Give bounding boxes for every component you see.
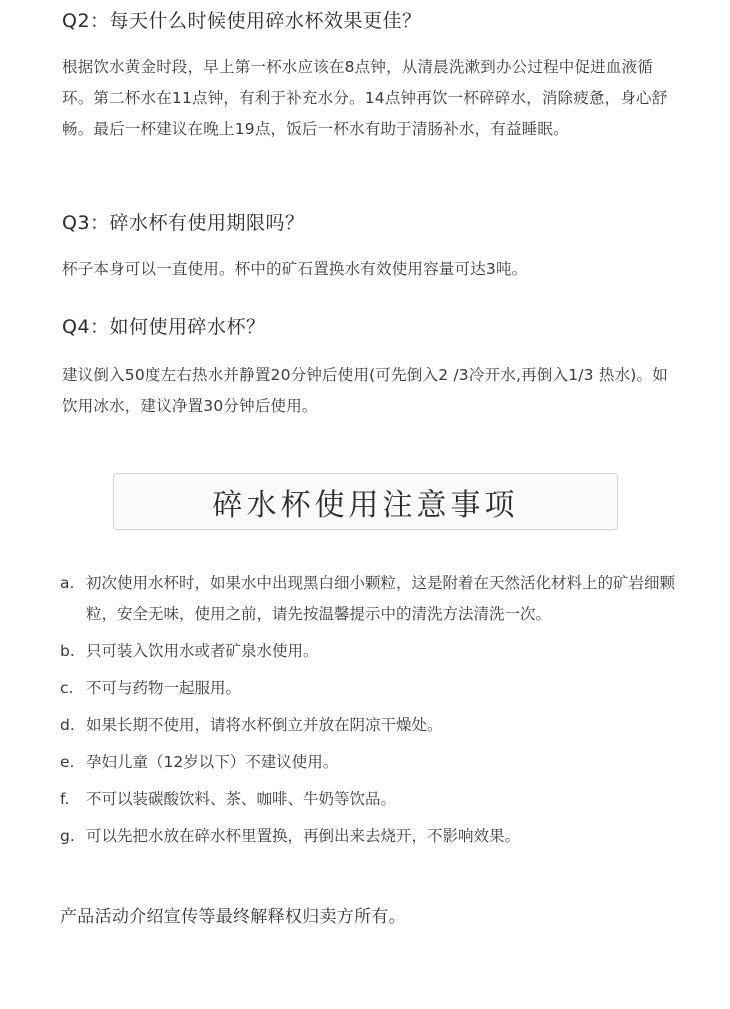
- item-text: 不可以装碳酸饮料、茶、咖啡、牛奶等饮品。: [86, 790, 397, 808]
- item-text: 如果长期不使用，请将水杯倒立并放在阴凉干燥处。: [86, 716, 443, 734]
- list-item: [60, 710, 690, 741]
- item-text: 只可装入饮用水或者矿泉水使用。: [86, 642, 319, 660]
- qa-block-q3: [62, 210, 682, 285]
- answer-text: 根据饮水黄金时段，早上第一杯水应该在8点钟，从清晨洗漱到办公过程中促进血液循环。第二杯水在11点钟，有利于补充水分。14点钟再饮一杯碎碎水，消除疲惫，身心舒畅。最后一杯建议在晚上19点，饭后一杯水有助于清肠补水，有益睡眠。: [62, 58, 668, 138]
- question-heading: Q2：每天什么时候使用碎水杯效果更佳？: [62, 10, 422, 32]
- item-letter: g.: [60, 827, 75, 845]
- item-letter: c.: [60, 679, 74, 697]
- list-item: [60, 784, 690, 815]
- qa-block-q4: [62, 314, 682, 422]
- item-letter: b.: [60, 642, 75, 660]
- list-item: [60, 821, 690, 852]
- item-letter: d.: [60, 716, 75, 734]
- qa-block-q2: [62, 8, 682, 145]
- question-heading: Q3：碎水杯有使用期限吗？: [62, 212, 305, 234]
- answer-text: 杯子本身可以一直使用。杯中的矿石置换水有效使用容量可达3吨。: [62, 260, 528, 278]
- item-text: 初次使用水杯时，如果水中出现黑白细小颗粒，这是附着在天然活化材料上的矿岩细颗粒，安全无味，使用之前，请先按温馨提示中的清洗方法清洗一次。: [86, 574, 676, 623]
- item-letter: f.: [60, 790, 70, 808]
- item-letter: e.: [60, 753, 75, 771]
- answer-text: 建议倒入50度左右热水并静置20分钟后使用(可先倒入2 /3冷开水,再倒入1/3 热水)。如饮用冰水，建议净置30分钟后使用。: [62, 366, 668, 415]
- list-item: [60, 636, 690, 667]
- notes-list: [60, 568, 690, 858]
- notes-title-banner: 碎水杯使用注意事项: [113, 473, 618, 530]
- disclaimer-footer: 产品活动介绍宣传等最终解释权归卖方所有。: [60, 907, 406, 927]
- list-item: [60, 747, 690, 778]
- item-text: 不可与药物一起服用。: [86, 679, 242, 697]
- question-heading: Q4：如何使用碎水杯？: [62, 316, 266, 338]
- item-text: 孕妇儿童（12岁以下）不建议使用。: [86, 753, 339, 771]
- list-item: [60, 673, 690, 704]
- item-text: 可以先把水放在碎水杯里置换，再倒出来去烧开，不影响效果。: [86, 827, 521, 845]
- item-letter: a.: [60, 574, 75, 592]
- list-item: [60, 568, 690, 630]
